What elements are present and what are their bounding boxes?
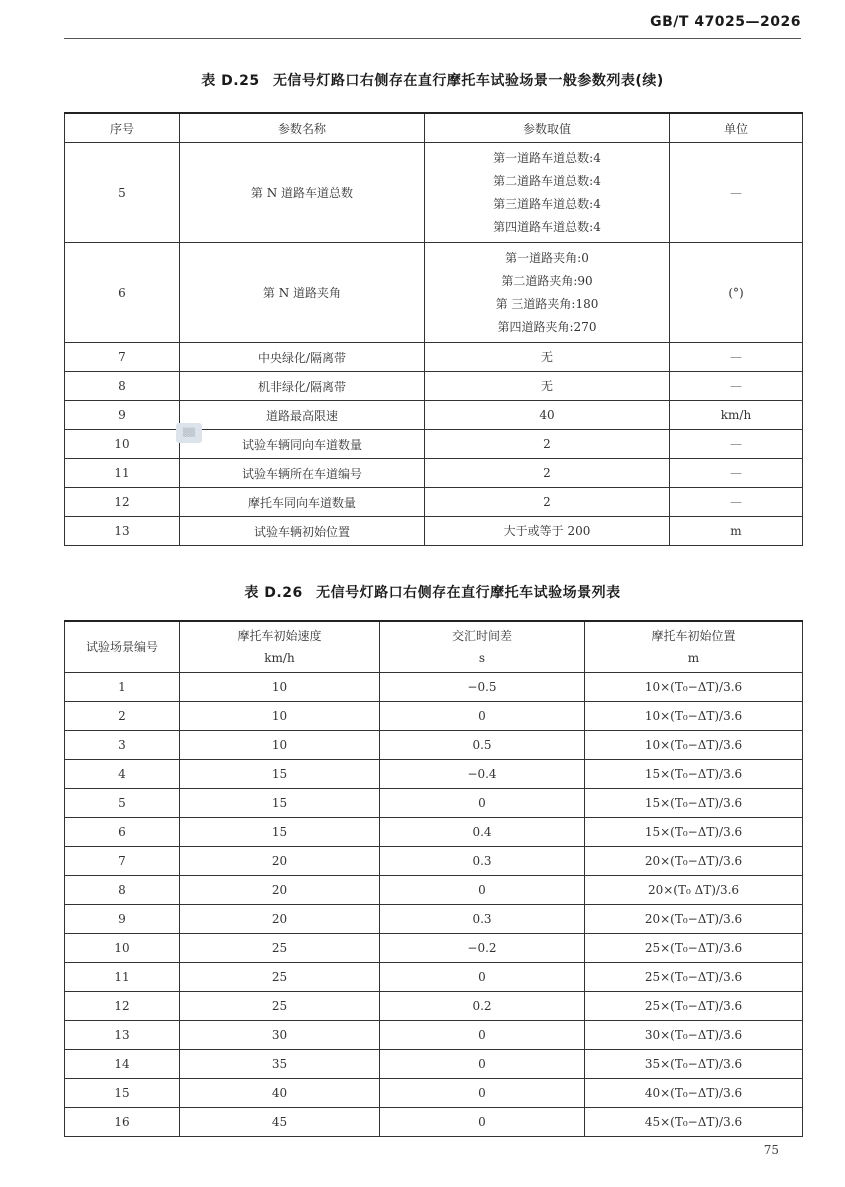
col-header-unit: km/h — [264, 651, 295, 665]
cell-dt: 0.5 — [380, 731, 585, 760]
cell-dt: −0.5 — [380, 673, 585, 702]
table-row — [65, 760, 803, 789]
cell-no: 5 — [65, 143, 180, 243]
cell-pos: 10×(T₀−ΔT)/3.6 — [585, 702, 803, 731]
cell-no: 7 — [65, 343, 180, 372]
table-row — [65, 934, 803, 963]
param-value-line: 2 — [543, 436, 551, 451]
cell-speed: 20 — [180, 905, 380, 934]
cell-speed: 20 — [180, 876, 380, 905]
cell-unit: — — [670, 459, 803, 488]
col-header-unit: 单位 — [670, 113, 803, 143]
table-row — [65, 1079, 803, 1108]
cell-param-value — [425, 401, 670, 430]
cell-param-value — [425, 459, 670, 488]
param-value-line: 40 — [539, 407, 555, 422]
cell-unit: — — [670, 143, 803, 243]
cell-param-value — [425, 488, 670, 517]
param-value-line: 2 — [543, 494, 551, 509]
cell-param-name: 中央绿化/隔离带 — [180, 343, 425, 372]
cell-no: 8 — [65, 372, 180, 401]
cell-id: 14 — [65, 1050, 180, 1079]
cell-param-name: 第 N 道路夹角 — [180, 243, 425, 343]
table2-caption — [64, 582, 801, 602]
param-value-line: 大于或等于 200 — [503, 523, 591, 538]
cell-speed: 15 — [180, 818, 380, 847]
table-row — [65, 963, 803, 992]
cell-pos: 30×(T₀−ΔT)/3.6 — [585, 1021, 803, 1050]
cell-pos: 45×(T₀−ΔT)/3.6 — [585, 1108, 803, 1137]
col-header-param-value: 参数取值 — [425, 113, 670, 143]
cell-id: 16 — [65, 1108, 180, 1137]
cell-unit: m — [670, 517, 803, 546]
cell-no: 9 — [65, 401, 180, 430]
cell-unit: km/h — [670, 401, 803, 430]
cell-param-name: 第 N 道路车道总数 — [180, 143, 425, 243]
col-header-name: 交汇时间差 — [451, 629, 512, 643]
cell-id: 15 — [65, 1079, 180, 1108]
param-value-line: 第四道路车道总数:4 — [493, 219, 601, 234]
cell-unit: — — [670, 372, 803, 401]
cell-param-name: 道路最高限速 — [180, 401, 425, 430]
col-header — [65, 621, 180, 673]
cell-id: 6 — [65, 818, 180, 847]
cell-pos: 15×(T₀−ΔT)/3.6 — [585, 760, 803, 789]
col-header — [180, 621, 380, 673]
table1-caption — [64, 70, 801, 90]
param-value-line: 第二道路夹角:90 — [501, 273, 593, 288]
cell-dt: 0 — [380, 1079, 585, 1108]
cell-id: 3 — [65, 731, 180, 760]
header-rule — [64, 38, 801, 39]
cell-no: 10 — [65, 430, 180, 459]
cell-param-name: 试验车辆同向车道数量 — [180, 430, 425, 459]
table-d25 — [64, 112, 803, 546]
table-row — [65, 517, 803, 546]
col-header-unit: s — [478, 651, 486, 665]
cell-dt: 0 — [380, 1050, 585, 1079]
table-row — [65, 372, 803, 401]
cell-id: 12 — [65, 992, 180, 1021]
cell-unit: — — [670, 343, 803, 372]
cell-no: 13 — [65, 517, 180, 546]
cell-speed: 40 — [180, 1079, 380, 1108]
cell-speed: 25 — [180, 963, 380, 992]
cell-pos: 35×(T₀−ΔT)/3.6 — [585, 1050, 803, 1079]
cell-pos: 20×(T₀−ΔT)/3.6 — [585, 847, 803, 876]
cell-dt: 0.2 — [380, 992, 585, 1021]
table1-label: 表 D.25 — [201, 73, 260, 89]
cell-param-name: 试验车辆所在车道编号 — [180, 459, 425, 488]
cell-speed: 35 — [180, 1050, 380, 1079]
cell-speed: 30 — [180, 1021, 380, 1050]
cell-id: 10 — [65, 934, 180, 963]
watermark-badge: ▒▒ — [176, 423, 202, 443]
cell-speed: 15 — [180, 789, 380, 818]
table-row — [65, 488, 803, 517]
cell-param-value — [425, 143, 670, 243]
table-row — [65, 1050, 803, 1079]
param-value-line: 无 — [540, 349, 553, 364]
cell-pos: 25×(T₀−ΔT)/3.6 — [585, 963, 803, 992]
cell-unit: — — [670, 430, 803, 459]
cell-no: 11 — [65, 459, 180, 488]
cell-pos: 20×(T₀ ΔT)/3.6 — [585, 876, 803, 905]
col-header — [585, 621, 803, 673]
cell-id: 8 — [65, 876, 180, 905]
cell-param-value — [425, 343, 670, 372]
col-header-name: 摩托车初始位置 — [651, 629, 736, 643]
table-row — [65, 702, 803, 731]
table-row — [65, 143, 803, 243]
param-value-line: 第四道路夹角:270 — [497, 319, 597, 334]
cell-dt: −0.2 — [380, 934, 585, 963]
param-value-line: 2 — [543, 465, 551, 480]
cell-dt: 0.3 — [380, 905, 585, 934]
cell-dt: 0.4 — [380, 818, 585, 847]
table-row — [65, 731, 803, 760]
table-row — [65, 992, 803, 1021]
table2-title: 无信号灯路口右侧存在直行摩托车试验场景列表 — [316, 585, 621, 601]
cell-id: 5 — [65, 789, 180, 818]
cell-speed: 25 — [180, 934, 380, 963]
cell-speed: 10 — [180, 731, 380, 760]
table-row — [65, 243, 803, 343]
table-row — [65, 789, 803, 818]
param-value-line: 第 三道路夹角:180 — [495, 296, 599, 311]
standard-code: GB/T 47025—2026 — [650, 14, 801, 30]
cell-speed: 25 — [180, 992, 380, 1021]
cell-dt: 0 — [380, 702, 585, 731]
table1-title: 无信号灯路口右侧存在直行摩托车试验场景一般参数列表(续) — [272, 73, 664, 89]
cell-pos: 10×(T₀−ΔT)/3.6 — [585, 731, 803, 760]
cell-unit: — — [670, 488, 803, 517]
param-value-line: 第二道路车道总数:4 — [493, 173, 601, 188]
table-row — [65, 818, 803, 847]
col-header — [380, 621, 585, 673]
cell-speed: 45 — [180, 1108, 380, 1137]
cell-speed: 10 — [180, 673, 380, 702]
col-header-name: 摩托车初始速度 — [237, 629, 322, 643]
cell-dt: 0 — [380, 1108, 585, 1137]
table-row — [65, 673, 803, 702]
cell-speed: 15 — [180, 760, 380, 789]
col-header-unit: m — [687, 651, 700, 665]
cell-param-value — [425, 430, 670, 459]
col-header-no: 序号 — [65, 113, 180, 143]
cell-param-name: 机非绿化/隔离带 — [180, 372, 425, 401]
cell-no: 12 — [65, 488, 180, 517]
cell-pos: 20×(T₀−ΔT)/3.6 — [585, 905, 803, 934]
cell-id: 7 — [65, 847, 180, 876]
param-value-line: 第一道路夹角:0 — [505, 250, 589, 265]
cell-id: 4 — [65, 760, 180, 789]
cell-dt: 0 — [380, 1021, 585, 1050]
table-row — [65, 905, 803, 934]
cell-pos: 15×(T₀−ΔT)/3.6 — [585, 789, 803, 818]
cell-id: 9 — [65, 905, 180, 934]
table-row — [65, 459, 803, 488]
cell-id: 2 — [65, 702, 180, 731]
cell-param-value — [425, 243, 670, 343]
cell-pos: 40×(T₀−ΔT)/3.6 — [585, 1079, 803, 1108]
table-row — [65, 876, 803, 905]
cell-dt: 0.3 — [380, 847, 585, 876]
cell-dt: 0 — [380, 789, 585, 818]
cell-param-value — [425, 372, 670, 401]
table-d26 — [64, 620, 803, 1137]
cell-pos: 25×(T₀−ΔT)/3.6 — [585, 934, 803, 963]
cell-param-name: 试验车辆初始位置 — [180, 517, 425, 546]
cell-param-value — [425, 517, 670, 546]
cell-speed: 20 — [180, 847, 380, 876]
cell-no: 6 — [65, 243, 180, 343]
cell-pos: 15×(T₀−ΔT)/3.6 — [585, 818, 803, 847]
param-value-line: 第一道路车道总数:4 — [493, 150, 601, 165]
cell-unit: (°) — [670, 243, 803, 343]
cell-pos: 10×(T₀−ΔT)/3.6 — [585, 673, 803, 702]
table-row — [65, 1021, 803, 1050]
table-row — [65, 343, 803, 372]
cell-param-name: 摩托车同向车道数量 — [180, 488, 425, 517]
table2-label: 表 D.26 — [244, 585, 303, 601]
table-row — [65, 847, 803, 876]
col-header-name: 试验场景编号 — [85, 640, 158, 654]
cell-id: 1 — [65, 673, 180, 702]
cell-dt: −0.4 — [380, 760, 585, 789]
param-value-line: 无 — [540, 378, 553, 393]
cell-id: 11 — [65, 963, 180, 992]
param-value-line: 第三道路车道总数:4 — [493, 196, 601, 211]
cell-speed: 10 — [180, 702, 380, 731]
col-header-param-name: 参数名称 — [180, 113, 425, 143]
table-row — [65, 1108, 803, 1137]
cell-pos: 25×(T₀−ΔT)/3.6 — [585, 992, 803, 1021]
cell-id: 13 — [65, 1021, 180, 1050]
cell-dt: 0 — [380, 876, 585, 905]
cell-dt: 0 — [380, 963, 585, 992]
page-number: 75 — [763, 1143, 779, 1157]
